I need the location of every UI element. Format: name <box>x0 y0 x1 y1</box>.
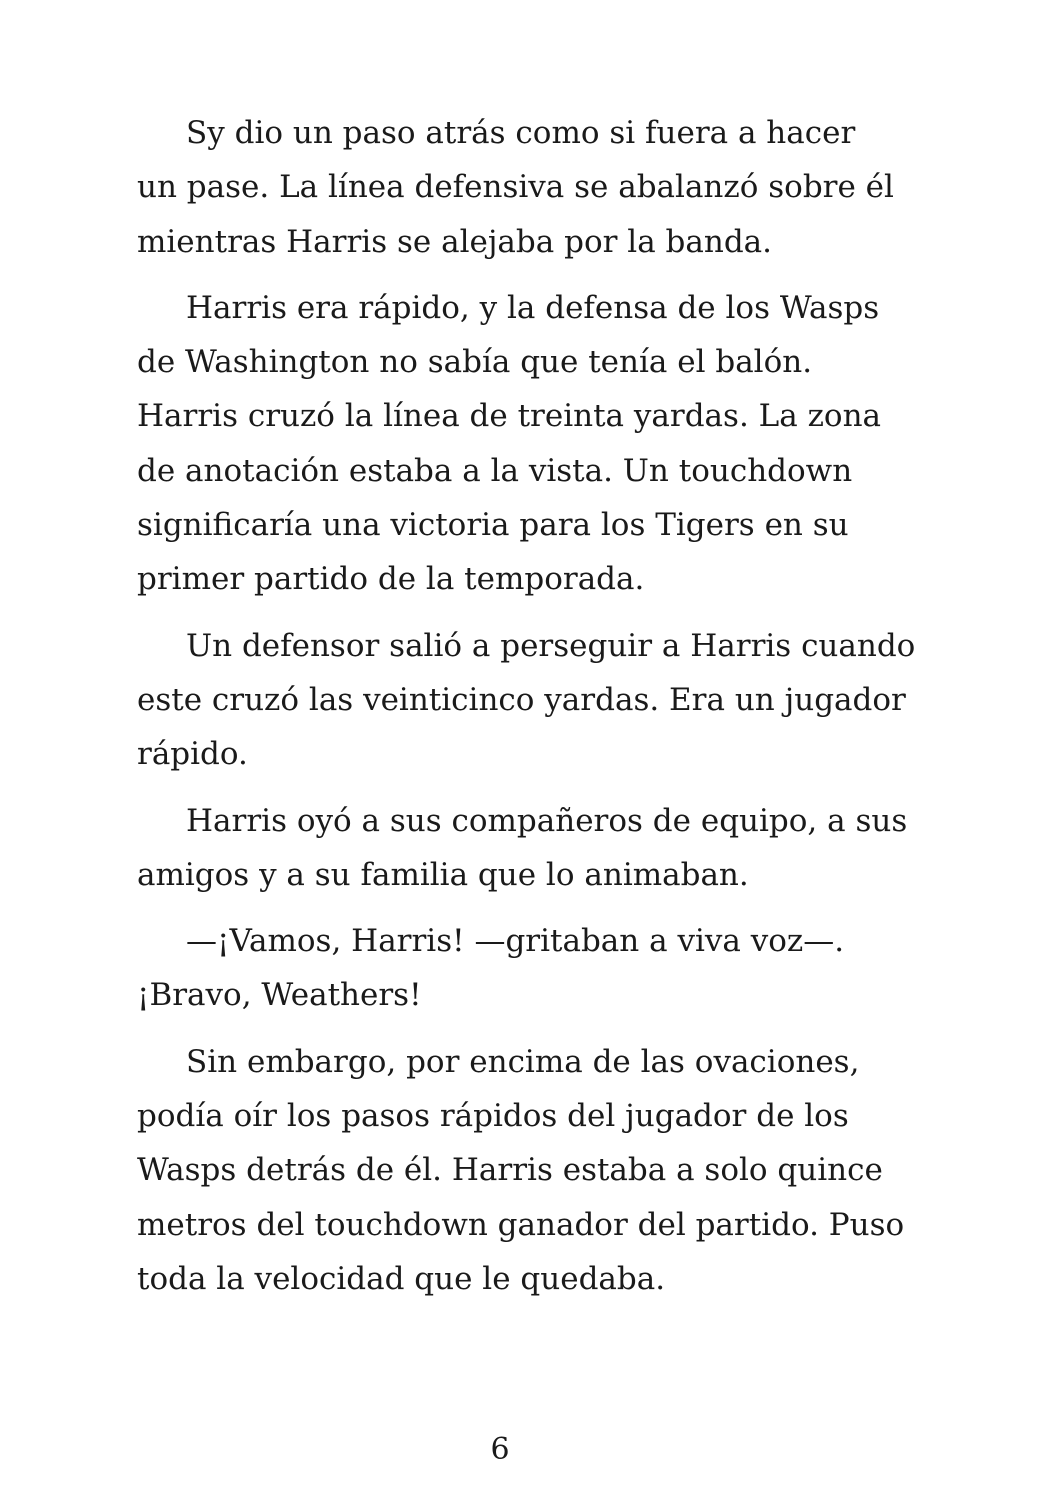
text-line: Harris era rápido, y la defensa de los Wasps <box>186 289 880 326</box>
paragraph <box>137 794 927 903</box>
text-line: toda la velocidad que le quedaba. <box>137 1260 666 1297</box>
text-line: amigos y a su familia que lo animaban. <box>137 856 749 893</box>
text-line: Un defensor salió a perseguir a Harris cuando <box>186 627 916 664</box>
text-line: mientras Harris se alejaba por la banda. <box>137 223 773 260</box>
text-line: este cruzó las veinticinco yardas. Era un jugador <box>137 681 906 718</box>
text-line: primer partido de la temporada. <box>137 561 645 598</box>
text-line: Sy dio un paso atrás como si fuera a hacer <box>186 115 856 151</box>
text-line: de Washington no sabía que tenía el balón. <box>137 344 813 381</box>
paragraph <box>137 106 927 269</box>
paragraph <box>137 1035 927 1306</box>
paragraph <box>137 619 927 782</box>
text-line: ¡Bravo, Weathers! <box>137 977 422 1014</box>
text-line: rápido. <box>137 736 248 773</box>
text-line: un pase. La línea defensiva se abalanzó sobre él <box>137 169 894 206</box>
page-number: 6 <box>490 1432 510 1467</box>
text-line: metros del touchdown ganador del partido. Puso <box>137 1206 905 1243</box>
text-line: significaría una victoria para los Tigers en su <box>137 507 849 544</box>
text-line: Harris cruzó la línea de treinta yardas. La zona <box>137 398 882 435</box>
text-line: Harris oyó a sus compañeros de equipo, a sus <box>186 802 908 839</box>
text-line: Sin embargo, por encima de las ovaciones, <box>186 1043 860 1080</box>
paragraph <box>137 914 927 1023</box>
text-line: —¡Vamos, Harris! —gritaban a viva voz—. <box>186 923 845 960</box>
text-line: Wasps detrás de él. Harris estaba a solo quince <box>137 1152 883 1189</box>
text-line: de anotación estaba a la vista. Un touchdown <box>137 452 853 489</box>
text-line: podía oír los pasos rápidos del jugador de los <box>137 1098 849 1135</box>
body-text <box>137 106 927 1318</box>
paragraph <box>137 281 927 607</box>
